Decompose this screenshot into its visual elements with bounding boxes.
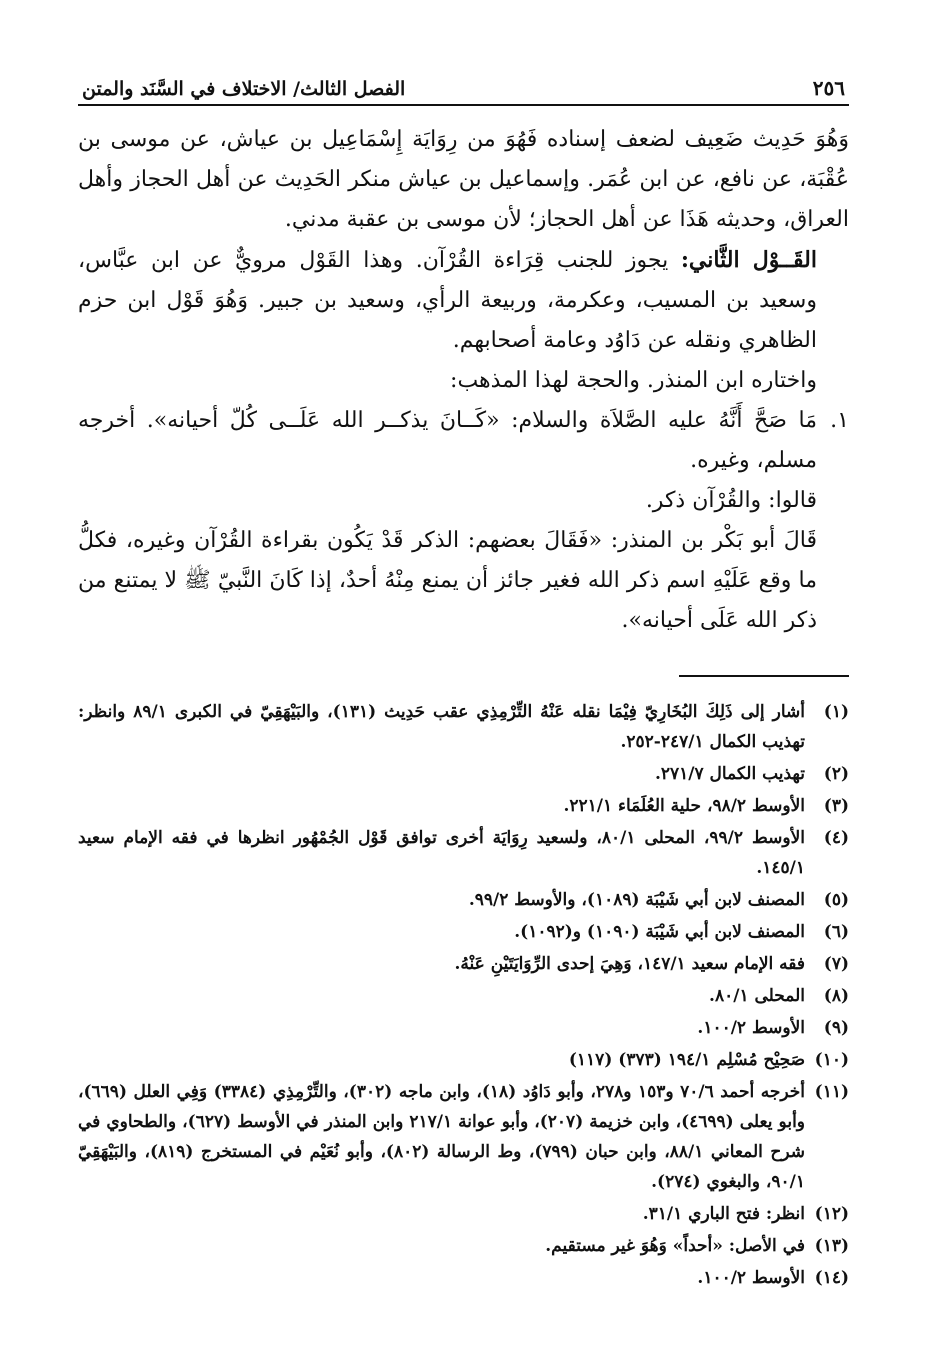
footnote-text: المحلى ٨٠/١.	[709, 986, 805, 1006]
footnote	[78, 949, 849, 979]
footnote-text: انظر: فتح الباري ٣١/١.	[642, 1204, 805, 1224]
footnote-text: في الأصل: «أحداً» وَهُوَ غير مستقيم.	[545, 1236, 805, 1256]
paragraph: واختاره ابن المنذر. والحجة لهذا المذهب:	[450, 368, 817, 393]
paragraph-text: يجوز للجنب قِرَاءة القُرْآن. وهذا القَوْل مرويٌّ عن ابن عبَّاس، وسعيد بن المسيب، وعكرمة، وربيعة الرأي، وسعيد بن جبير. وَهُوَ قَوْل ابن حزم الظاهري ونقله عن دَاوُد وعامة أصحابهم.	[78, 248, 817, 353]
footnote-text: أشار إلى ذَلِكَ البُخَارِيّ فِيْمَا نقله عَنْهُ التِّرْمِذِي عقب حَدِيث (١٣١)، والبَيْهَقِيّ في الكبرى ٨٩/١ وانظر: تهذيب الكمال ٢٤٧/١-٢٥٢.	[78, 702, 805, 752]
paragraph: قالوا: والقُرْآن ذكر.	[645, 488, 817, 513]
footnote-number: (٦)	[823, 922, 849, 942]
footnote	[78, 1199, 849, 1229]
footnote-text: فقه الإمام سعيد ١٤٧/١، وَهِيَ إحدى الرِّوَايَتَيْنِ عَنْهُ.	[454, 954, 805, 974]
footnote-number: (٢)	[823, 764, 849, 784]
footnote-text: المصنف لابن أبي شَيْبَة (١٠٨٩)، والأوسط ٩٩/٢.	[468, 890, 805, 910]
paragraph: وَهُوَ حَدِيث ضَعِيف لضعف إسناده فَهُوَ من رِوَايَة إِسْمَاعِيل بن عياش، عن موسى بن عُقْبَة، عن نافع، عن ابن عُمَر. وإسماعيل بن عياش منكر الحَدِيث عن أهل الحجاز وأهل العراق، وحديثه هَذَا عن أهل الحجاز؛ لأن موسى بن عقبة مدني.	[78, 127, 849, 232]
footnote	[78, 917, 849, 947]
footnote-number: (٥)	[823, 890, 849, 910]
footnote-number: (٣)	[823, 796, 849, 816]
footnote-text: صَحِيْح مُسْلِم ١٩٤/١ (٣٧٣) (١١٧)	[568, 1050, 805, 1070]
footnote	[78, 1045, 849, 1075]
footnote	[78, 1013, 849, 1043]
chapter-title: الفصل الثالث/ الاختلاف في السَّنَد والمتن	[82, 78, 406, 100]
footnote-number: (١)	[823, 702, 849, 722]
footnote-text: الأوسط ١٠٠/٢.	[697, 1268, 805, 1288]
footnote	[78, 885, 849, 915]
page-header	[78, 64, 849, 106]
footnote-number: (٨)	[823, 986, 849, 1006]
page-number: ٢٥٦	[812, 76, 845, 100]
footnote-number: (١٢)	[814, 1204, 849, 1224]
paragraph: قَالَ أبو بَكْر بن المنذر: «فَقَالَ بعضهم: الذكر قَدْ يَكُون بقراءة القُرْآن وغيره، فكلُّ ما وقع عَلَيْهِ اسم ذكر الله فغير جائز أن يمنع مِنْهُ أحدٌ، إذا كَانَ النَّبيّ ﷺ لا يمتنع من ذكر الله عَلَى أحيانه».	[78, 528, 817, 633]
footnote-text: أخرجه أحمد ٧٠/٦ و١٥٣ و٢٧٨، وأبو دَاوُد (١٨)، وابن ماجه (٣٠٢)، والتِّرْمِذِي (٣٣٨٤) وَفِي العلل (٦٦٩)، وأبو يعلى (٤٦٩٩)، وابن خزيمة (٢٠٧)، وأبو عوانة ٢١٧/١ وابن المنذر في الأوسط (٦٢٧)، والطحاوي في شرح المعاني ٨٨/١، وابن حبان (٧٩٩)، وط الرسالة (٨٠٢)، وأبو نُعَيْم في المستخرج (٨١٩)، والبَيْهَقِيّ ٩٠/١، والبغوي (٢٧٤).	[78, 1082, 806, 1192]
footnotes	[78, 697, 849, 1293]
footnote	[78, 1231, 849, 1261]
list-item	[78, 401, 849, 481]
footnote-number: (١١)	[814, 1082, 849, 1102]
footnote-text: الأوسط ٩٨/٢، حلية العُلَمَاء ٢٢١/١.	[563, 796, 805, 816]
footnote	[78, 697, 849, 757]
main-text	[78, 120, 849, 641]
footnote-number: (١٤)	[814, 1268, 849, 1288]
footnote	[78, 823, 849, 883]
footnote	[78, 759, 849, 789]
footnote-number: (٩)	[823, 1018, 849, 1038]
footnote	[78, 791, 849, 821]
footnote-number: (١٣)	[814, 1236, 849, 1256]
footnote	[78, 1263, 849, 1293]
list-text: مَا صَحَّ أَنَّهُ عليه الصَّلاَة والسلام: «كَــانَ يذكــر الله عَلَــى كُلّ أحيانه». أخرجه مسلم، وغيره.	[78, 408, 817, 473]
list-number: ١.	[830, 408, 849, 433]
footnote	[78, 981, 849, 1011]
footnote-text: الأوسط ٩٩/٢، المحلى ٨٠/١، ولسعيد رِوَايَة أخرى توافق قَوْل الجُمْهُور انظرها في فقه الإمام سعيد ١٤٥/١.	[78, 828, 805, 878]
footnote-text: المصنف لابن أبي شَيْبَة (١٠٩٠) و(١٠٩٢).	[514, 922, 805, 942]
footnote-number: (٧)	[823, 954, 849, 974]
section-lead: القَــوْل الثَّاني:	[680, 247, 817, 273]
footnote-text: الأوسط ١٠٠/٢.	[697, 1018, 805, 1038]
paragraph	[78, 240, 849, 361]
footnote-number: (٤)	[823, 828, 849, 848]
footnote-number: (١٠)	[814, 1050, 849, 1070]
footnote-text: تهذيب الكمال ٢٧١/٧.	[654, 764, 805, 784]
footnote-divider	[679, 675, 849, 677]
footnote	[78, 1077, 849, 1197]
